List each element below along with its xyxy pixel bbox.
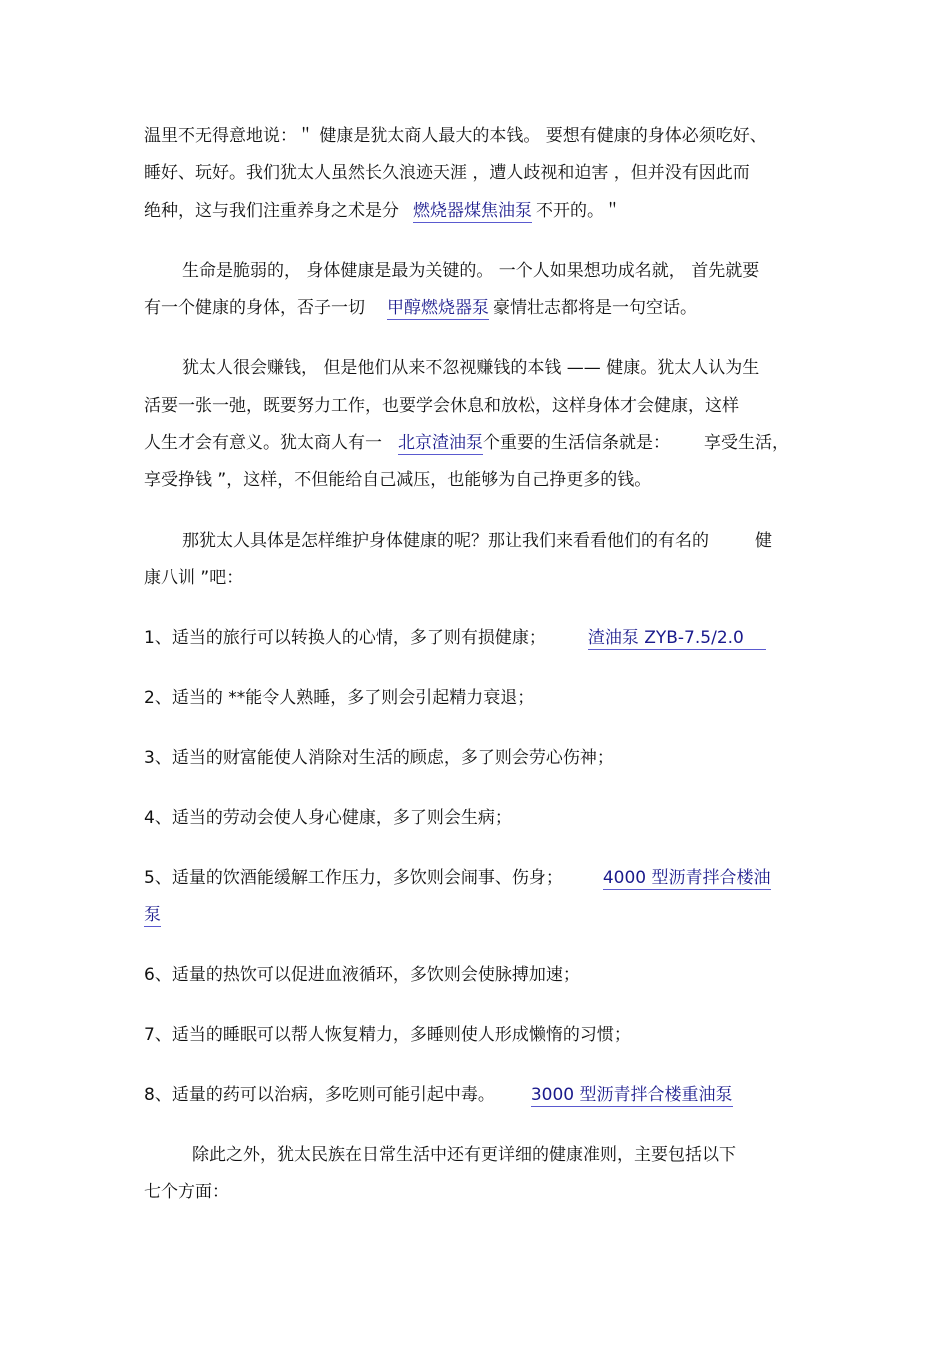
list-item-5 bbox=[144, 866, 771, 890]
list-item-7: 7、适当的睡眠可以帮人恢复精力，多睡则使人形成懒惰的习惯； bbox=[144, 1025, 631, 1045]
p3-line-3-mid: 个重要的生活信条就是： bbox=[483, 433, 670, 453]
p2-line-2-tail: 豪情壮志都将是一句空话。 bbox=[493, 298, 697, 318]
p4-line-1-end: 健 bbox=[755, 531, 772, 551]
p2-line-2 bbox=[144, 296, 697, 320]
link-4000-asphalt-pump[interactable]: 4000 型沥青拌合楼油 bbox=[602, 868, 771, 888]
list-item-1-text: 1、适当的旅行可以转换人的心情，多了则有损健康； bbox=[144, 628, 546, 648]
list-item-5-text: 5、适量的饮酒能缓解工作压力，多饮则会闹事、伤身； bbox=[144, 868, 563, 888]
link-burner-tar-pump[interactable]: 燃烧器煤焦油泵 bbox=[413, 201, 532, 221]
p3-line-2: 活要一张一弛，既要努力工作，也要学会休息和放松，这样身体才会健康，这样 bbox=[144, 396, 739, 416]
p1-line-3-text: 绝种，这与我们注重养身之术是分 bbox=[144, 201, 399, 221]
link-4000-asphalt-pump-cont[interactable]: 泵 bbox=[144, 905, 161, 925]
p2-line-1: 生命是脆弱的， 身体健康是最为关键的。 一个人如果想功成名就， 首先就要 bbox=[182, 261, 760, 281]
p3-line-3-end: 享受生活， bbox=[704, 433, 789, 453]
p2-line-2-text: 有一个健康的身体，否子一切 bbox=[144, 298, 365, 318]
p1-line-3 bbox=[144, 199, 621, 223]
p3-line-3 bbox=[144, 431, 789, 455]
list-item-6: 6、适量的热饮可以促进血液循环，多饮则会使脉搏加速； bbox=[144, 965, 580, 985]
p4-line-2: 康八训 ”吧： bbox=[144, 568, 244, 588]
list-item-3: 3、适当的财富能使人消除对生活的顾虑，多了则会劳心伤神； bbox=[144, 748, 614, 768]
link-residue-pump-zyb[interactable]: 渣油泵 ZYB-7.5/2.0 bbox=[588, 628, 766, 650]
list-item-2: 2、适当的 **能令人熟睡，多了则会引起精力衰退； bbox=[144, 688, 535, 708]
p1-line-3-tail: 不开的。＂ bbox=[536, 201, 621, 221]
p4-line-1-text: 那犹太人具体是怎样维护身体健康的呢？那让我们来看看他们的有名的 bbox=[182, 531, 709, 551]
p1-line-2: 睡好、玩好。我们犹太人虽然长久浪迹天涯 ，遭人歧视和迫害 ，但并没有因此而 bbox=[144, 163, 750, 183]
link-3000-asphalt-heavy-oil-pump[interactable]: 3000 型沥青拌合楼重油泵 bbox=[530, 1085, 733, 1105]
list-item-4: 4、适当的劳动会使人身心健康，多了则会生病； bbox=[144, 808, 512, 828]
link-beijing-residue-oil-pump[interactable]: 北京渣油泵 bbox=[398, 433, 483, 453]
p3-line-4: 享受挣钱 ”，这样，不但能给自己减压，也能够为自己挣更多的钱。 bbox=[144, 470, 652, 490]
p5-line-1: 除此之外，犹太民族在日常生活中还有更详细的健康准则，主要包括以下 bbox=[192, 1145, 736, 1165]
list-item-8 bbox=[144, 1083, 733, 1107]
p3-line-3-text: 人生才会有意义。犹太商人有一 bbox=[144, 433, 382, 453]
list-item-1 bbox=[144, 626, 766, 650]
list-item-8-text: 8、适量的药可以治病，多吃则可能引起中毒。 bbox=[144, 1085, 495, 1105]
p3-line-1: 犹太人很会赚钱， 但是他们从来不忽视赚钱的本钱 —— 健康。犹太人认为生 bbox=[182, 358, 760, 378]
p5-line-2: 七个方面： bbox=[144, 1182, 229, 1202]
p4-line-1 bbox=[182, 529, 772, 553]
link-methanol-burner-pump[interactable]: 甲醇燃烧器泵 bbox=[387, 298, 489, 318]
p1-line-1: 温里不无得意地说：＂ 健康是犹太商人最大的本钱。 要想有健康的身体必须吃好、 bbox=[144, 126, 767, 146]
list-item-5-cont bbox=[144, 903, 161, 927]
